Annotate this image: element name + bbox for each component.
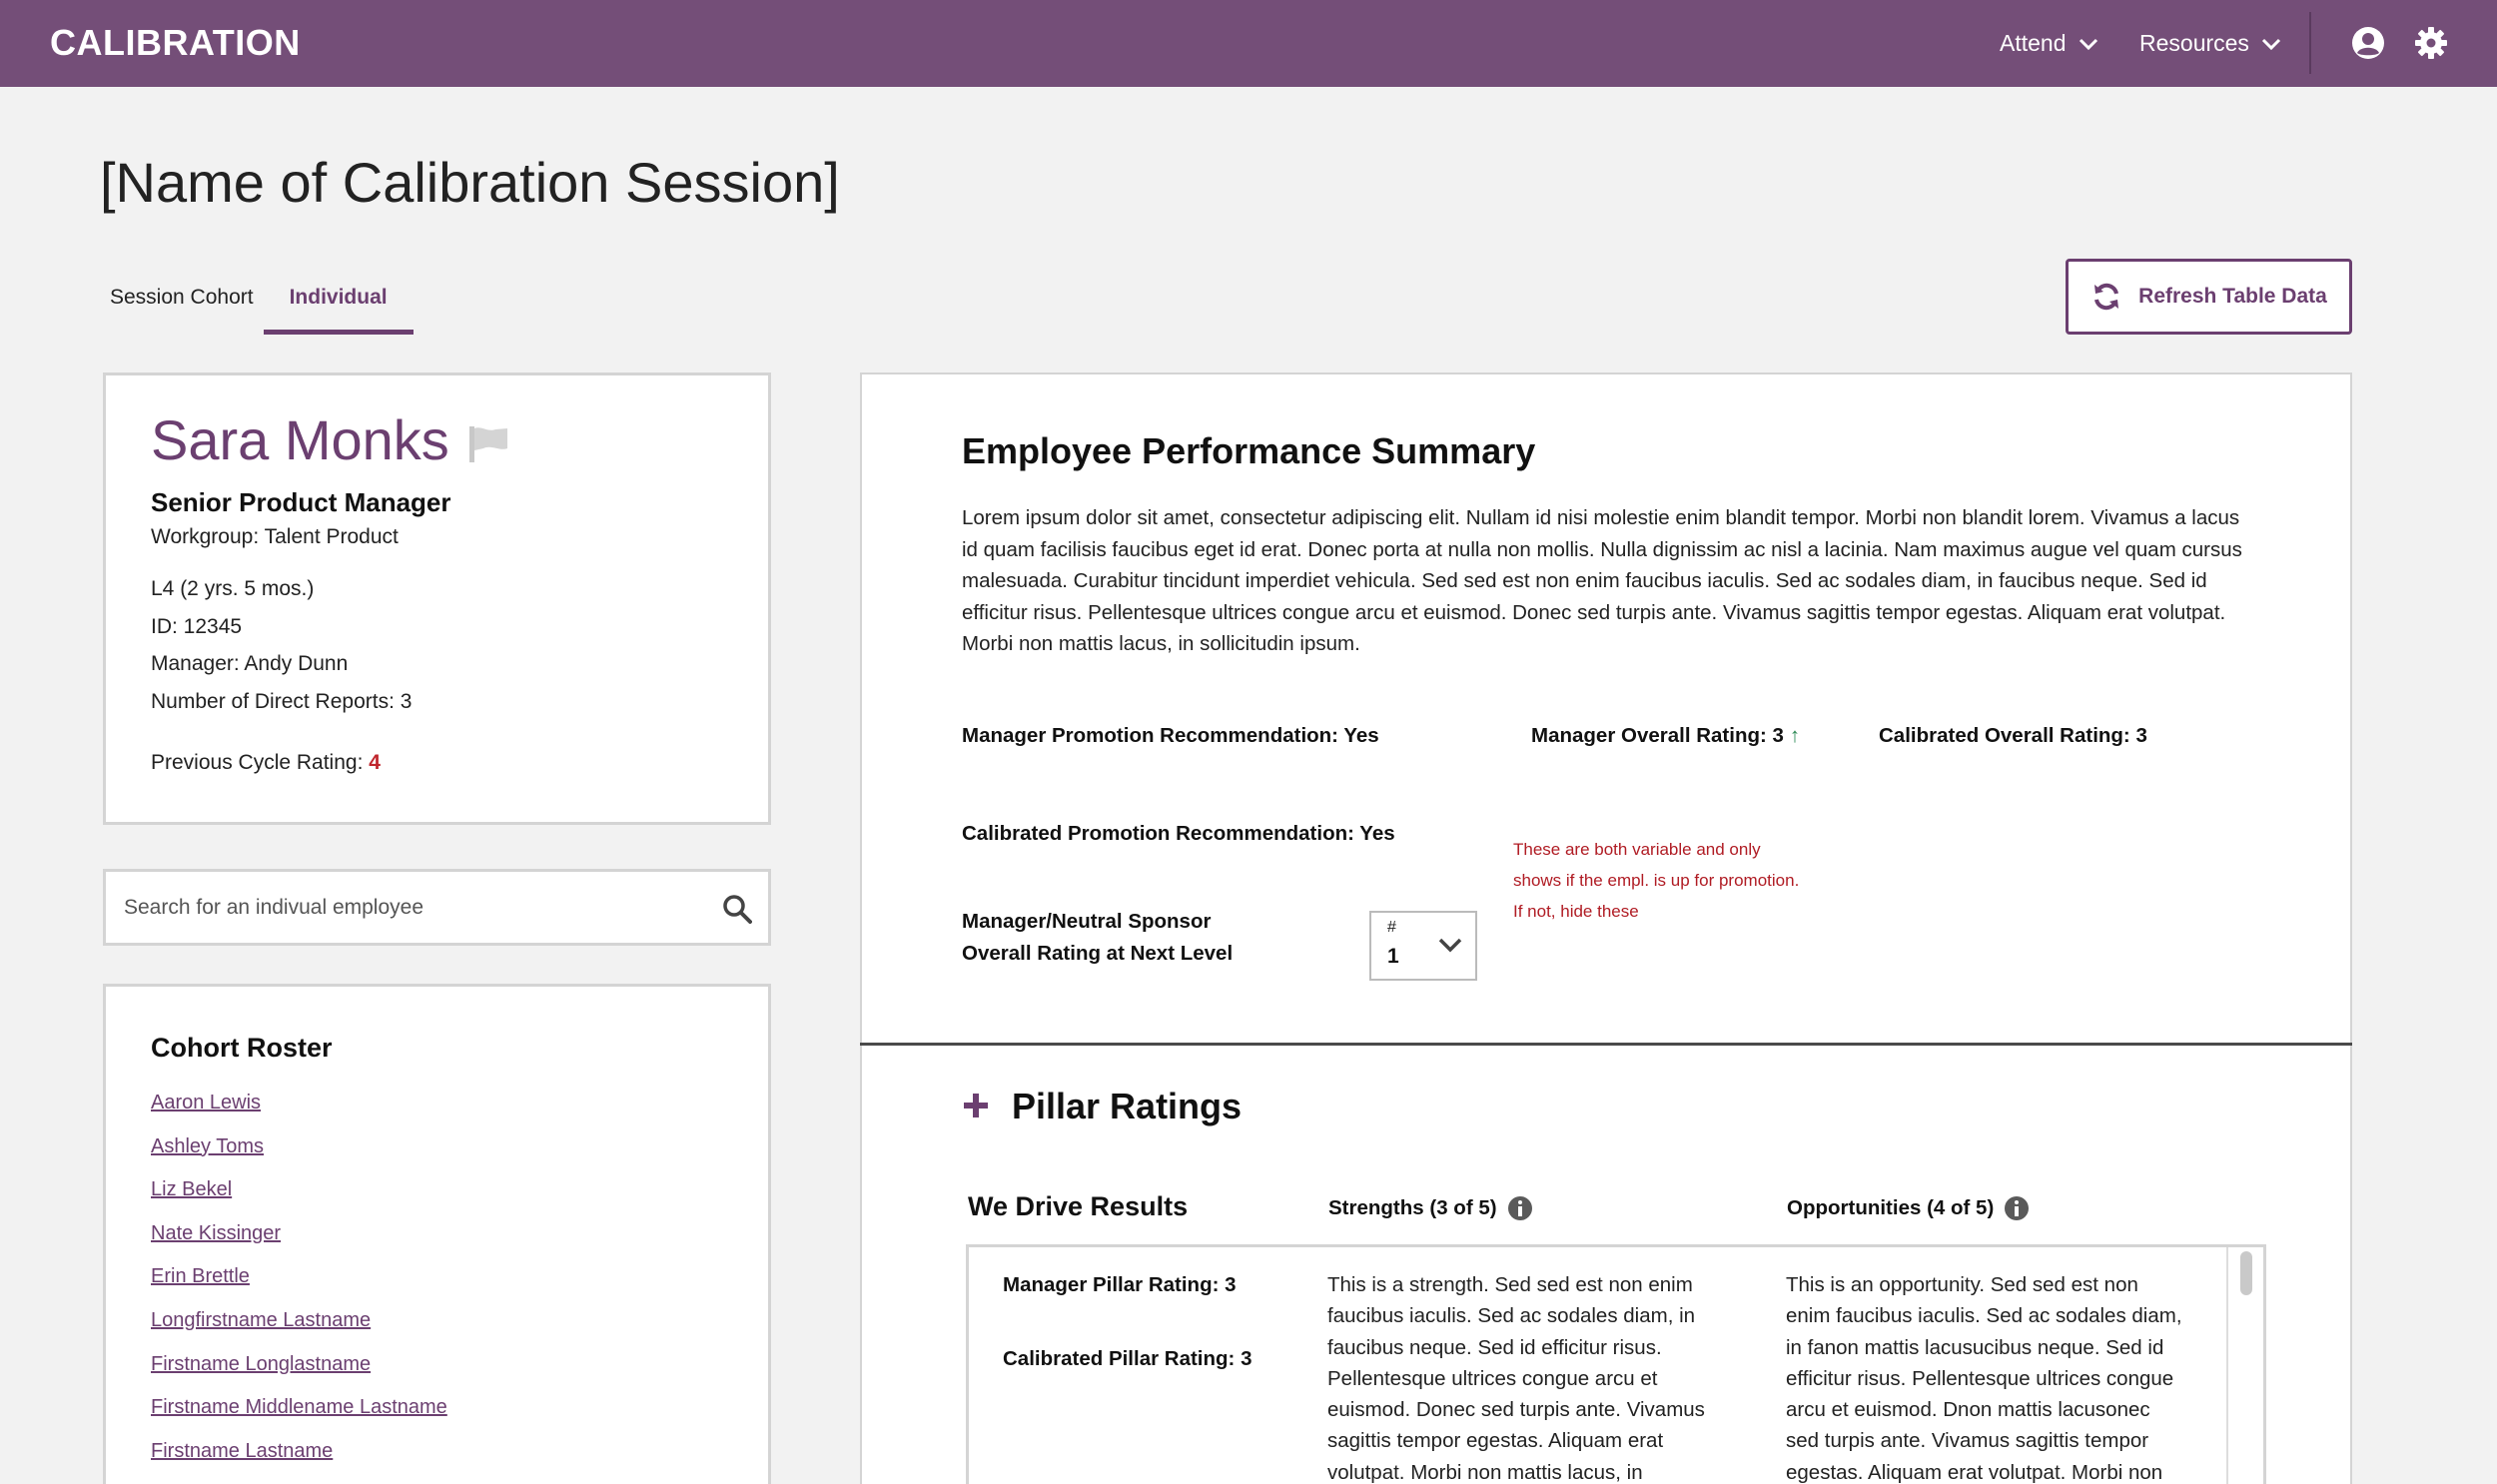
previous-rating-label: Previous Cycle Rating:: [151, 751, 364, 774]
pillar-group-title: We Drive Results: [968, 1191, 1189, 1221]
list-item: [151, 1265, 447, 1309]
opportunities-header-label: Opportunities (4 of 5): [1787, 1196, 1995, 1219]
next-level-label-line-2: Overall Rating at Next Level: [962, 942, 1234, 965]
next-level-rating-label: [962, 906, 1233, 970]
next-level-hash-label: #: [1387, 919, 1396, 936]
refresh-button-label: Refresh Table Data: [2138, 285, 2327, 308]
cohort-roster-card: [103, 984, 771, 1484]
strengths-column-header: [1328, 1195, 1533, 1221]
info-icon[interactable]: [2004, 1195, 2030, 1221]
performance-summary-text: Lorem ipsum dolor sit amet, consectetur adipiscing elit. Nullam id nisi molestie enim blandit tempor. Morbi non blandit lorem. Vivamus a lacus id quam facilisis faucibus eget id erat. Donec porta at nulla non mollis. Nulla dignissim ac nisl a lacinia. Nam maximus augue vel quam cursus malesuada. Curabitur tincidunt imperdiet vehicula. Sed sed est non enim faucibus iaculis. Sed ac sodales diam, in faucibus neque. Sed id efficitur risus. Pellentesque ultrices congue arcu et euismod. Donec sed turpis ante. Vivamus sagittis tempor egestas. Aliquam erat volutpat. Morbi non mattis lacus, in sollicitudin ipsum.: [962, 506, 2242, 655]
strengths-header-label: Strengths (3 of 5): [1328, 1196, 1497, 1219]
employee-level: L4 (2 yrs. 5 mos.): [151, 577, 315, 600]
next-level-rating-select[interactable]: [1369, 911, 1477, 981]
nav-attend-menu[interactable]: [2000, 30, 2098, 57]
employee-id: ID: 12345: [151, 615, 243, 638]
chevron-down-icon: [1437, 935, 1463, 955]
cohort-roster-list: [151, 1092, 447, 1483]
roster-link[interactable]: Ashley Toms: [151, 1134, 265, 1157]
roster-link[interactable]: Longfirstname Lastname: [151, 1308, 372, 1331]
employee-direct-reports: Number of Direct Reports: 3: [151, 690, 413, 713]
opportunity-text: This is an opportunity. Sed sed est non enim faucibus iaculis. Sed ac sodales diam, in fanon mattis lacusucibus neque. Sed id efficitur risus. Pellentesque ultrices congue arcu et euismod. Dnon mattis lacusonec sed turpis ante. Vivamus sagittis tempor egestas. Aliquam erat volutpat. Morbi non: [1786, 1273, 2182, 1484]
list-item: [151, 1222, 447, 1266]
list-item: [151, 1135, 447, 1179]
calibrated-promotion-recommendation: Calibrated Promotion Recommendation: Yes: [962, 822, 1395, 845]
list-item: [151, 1353, 447, 1397]
roster-link[interactable]: Firstname Middlename Lastname: [151, 1396, 447, 1419]
strength-text: This is a strength. Sed sed est non enim faucibus iaculis. Sed ac sodales diam, in faucibus neque. Sed id efficitur risus. Pellentesque ultrices congue arcu et euismod. Donec sed turpis ante. Vivamus sagittis tempor egestas. Aliquam erat volutpat. Morbi non mattis lacus, in: [1327, 1273, 1705, 1484]
employee-search-input[interactable]: [124, 884, 683, 932]
page-title: [Name of Calibration Session]: [100, 151, 840, 214]
manager-overall-rating-text: Manager Overall Rating: 3: [1531, 724, 1784, 747]
employee-workgroup: Workgroup: Talent Product: [151, 525, 399, 548]
nav-resources-label: Resources: [2139, 30, 2249, 56]
refresh-table-data-button[interactable]: [2066, 259, 2352, 335]
app-brand[interactable]: CALIBRATION: [50, 22, 301, 63]
list-item: [151, 1309, 447, 1353]
list-item: [151, 1178, 447, 1222]
roster-link[interactable]: Aaron Lewis: [151, 1092, 262, 1113]
next-level-rating-value: 1: [1387, 945, 1399, 968]
performance-summary-title: Employee Performance Summary: [962, 430, 1536, 471]
roster-link[interactable]: Erin Brettle: [151, 1265, 250, 1288]
view-tabs: [100, 282, 414, 335]
tab-session-cohort[interactable]: Session Cohort: [110, 286, 254, 309]
pillar-ratings-title: Pillar Ratings: [1012, 1086, 1243, 1126]
employee-search-box: [103, 869, 771, 946]
roster-link[interactable]: Liz Bekel: [151, 1178, 233, 1201]
roster-link[interactable]: Firstname Longlastname: [151, 1352, 372, 1375]
next-level-label-line-1: Manager/Neutral Sponsor: [962, 910, 1212, 933]
previous-rating-value: 4: [369, 751, 381, 774]
employee-job-title: Senior Product Manager: [151, 487, 451, 517]
cohort-roster-title: Cohort Roster: [151, 1033, 333, 1063]
list-item: [151, 1440, 447, 1484]
manager-promotion-recommendation: Manager Promotion Recommendation: Yes: [962, 724, 1379, 747]
roster-link[interactable]: Firstname Lastname: [151, 1439, 334, 1462]
refresh-icon: [2090, 281, 2122, 313]
nav-resources-menu[interactable]: [2139, 30, 2281, 57]
manager-pillar-rating: Manager Pillar Rating: 3: [1003, 1273, 1237, 1296]
pillar-scrollbar[interactable]: [2226, 1247, 2262, 1484]
employee-manager: Manager: Andy Dunn: [151, 652, 349, 675]
opportunities-column-header: [1787, 1195, 2030, 1221]
info-icon[interactable]: [1507, 1195, 1533, 1221]
list-item: [151, 1396, 447, 1440]
previous-cycle-rating: [151, 751, 381, 775]
employee-name: Sara Monks: [151, 408, 449, 471]
plus-icon[interactable]: [962, 1092, 990, 1119]
performance-summary-panel: [860, 372, 2352, 1484]
pillar-details-box: [966, 1244, 2266, 1484]
nav-divider: [2309, 12, 2311, 74]
tab-individual[interactable]: Individual: [264, 282, 414, 335]
manager-overall-rating: [1531, 724, 1800, 748]
section-divider: [860, 1043, 2352, 1046]
chevron-down-icon: [2079, 37, 2098, 51]
annotation-note: These are both variable and only shows if the empl. is up for promotion. If not, hide these: [1513, 840, 1800, 921]
roster-link[interactable]: Nate Kissinger: [151, 1221, 282, 1244]
calibrated-overall-rating: Calibrated Overall Rating: 3: [1879, 724, 2147, 747]
employee-profile-card: [103, 372, 771, 825]
user-icon[interactable]: [2350, 25, 2386, 61]
scrollbar-thumb[interactable]: [2240, 1251, 2252, 1295]
flag-icon[interactable]: [467, 424, 509, 464]
chevron-down-icon: [2261, 37, 2281, 51]
arrow-up-icon: ↑: [1789, 724, 1801, 747]
top-nav-bar: [0, 0, 2497, 87]
nav-attend-label: Attend: [2000, 30, 2067, 56]
calibrated-pillar-rating: Calibrated Pillar Rating: 3: [1003, 1347, 1252, 1370]
list-item: [151, 1092, 447, 1135]
gear-icon[interactable]: [2413, 25, 2449, 61]
search-icon[interactable]: [722, 894, 752, 924]
